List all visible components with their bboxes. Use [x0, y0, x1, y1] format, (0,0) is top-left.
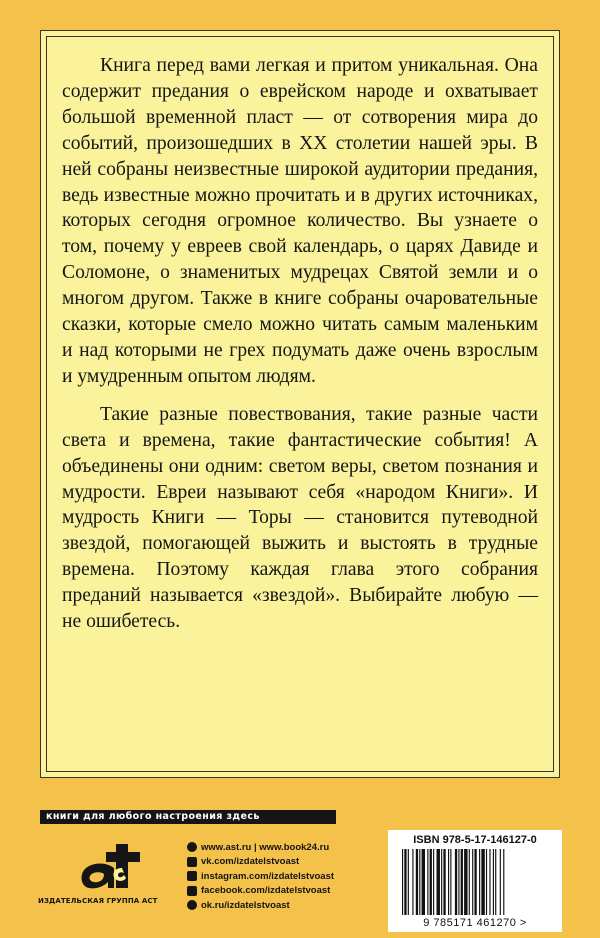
tagline-banner: книги для любого настроения здесь: [40, 810, 336, 824]
barcode-icon: [402, 849, 548, 915]
link-text: facebook.com/izdatelstvoast: [201, 885, 331, 897]
link-vk[interactable]: [187, 855, 377, 870]
link-website[interactable]: [187, 840, 377, 855]
publisher-name: ИЗДАТЕЛЬСКАЯ ГРУППА АСТ: [38, 897, 158, 905]
link-instagram[interactable]: [187, 869, 377, 884]
link-text: www.ast.ru | www.book24.ru: [201, 841, 330, 853]
barcode-block: [388, 830, 562, 932]
isbn-label: ISBN 978-5-17-146127-0: [413, 834, 537, 846]
link-text: ok.ru/izdatelstvoast: [201, 899, 290, 911]
link-facebook[interactable]: [187, 884, 377, 899]
ast-logo-icon: [76, 838, 146, 890]
barcode-digits: 9 785171 461270 >: [423, 917, 527, 929]
annotation-paragraph-2: Такие разные повествования, такие разные части света и времена, такие фантастические события! А объединены они одним: светом веры, светом познания и мудрости. Евреи называют себя «народом Книги». И мудрость Книги — Торы — становится путеводной звездой, помогающей выжить и выстоять в трудные времена. Поэтому каждая глава этого собрания преданий называется «звездой». Выбирайте любую — не ошибетесь.: [62, 403, 538, 633]
vk-icon: [187, 857, 197, 867]
annotation-paragraph-1: Книга перед вами легкая и притом уникальная. Она содержит предания о еврейском народе и охватывает большой временной пласт — от сотворения мира до событий, произошедших в XX столетии нашей эры. В ней собраны неизвестные широкой аудитории предания, ведь известные можно прочитать и в других источниках, которых сегодня огромное количество. Вы узнаете о том, почему у евреев свой календарь, о царях Давиде и Соломоне, о знаменитых мудрецах Святой земли и о многом другом. Также в книге собраны очаровательные сказки, которые смело можно читать самым маленьким и над которыми не грех подумать даже очень взрослым и умудренным опытом людям.: [62, 55, 538, 387]
link-ok[interactable]: [187, 898, 377, 913]
link-text: vk.com/izdatelstvoast: [201, 856, 300, 868]
social-links: [187, 840, 377, 913]
link-text: instagram.com/izdatelstvoast: [201, 870, 335, 882]
ok-icon: [187, 900, 197, 910]
globe-icon: [187, 842, 197, 852]
instagram-icon: [187, 871, 197, 881]
facebook-icon: [187, 886, 197, 896]
annotation-text: [62, 53, 538, 635]
